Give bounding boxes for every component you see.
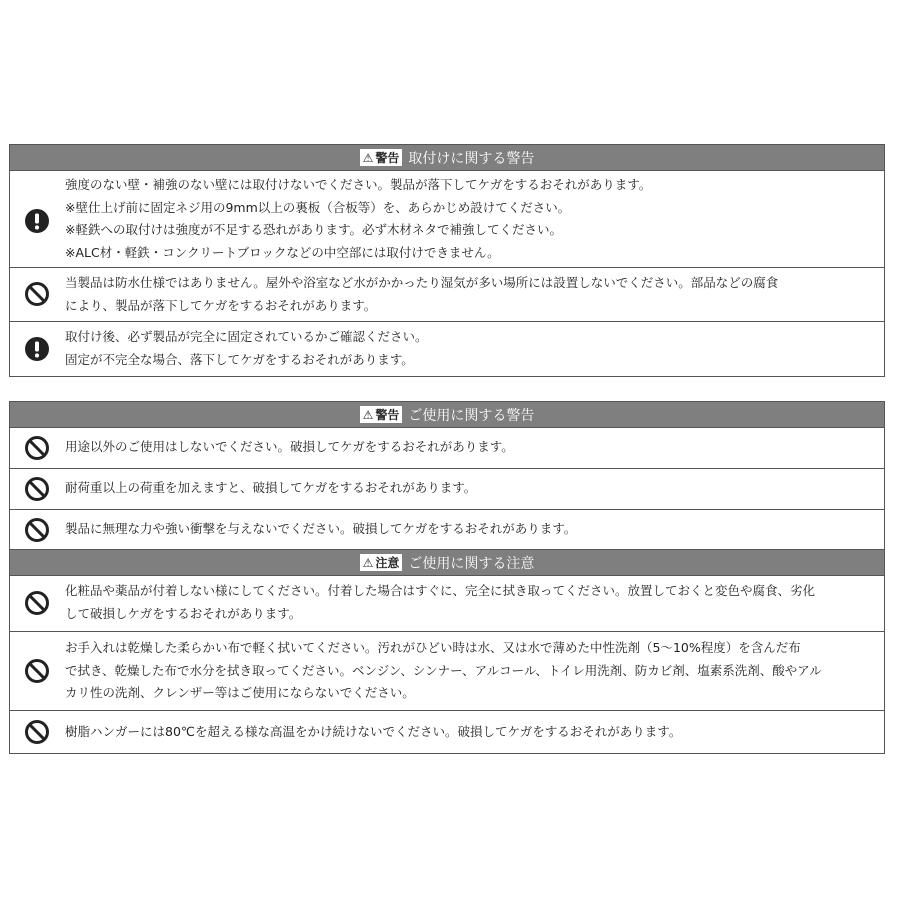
- prohibition-icon: [24, 590, 50, 616]
- list-item: [10, 428, 884, 468]
- list-item: [10, 509, 884, 549]
- list-item: [10, 468, 884, 509]
- caution-badge: [360, 554, 403, 571]
- prohibition-icon: [24, 658, 50, 684]
- prohibition-icon: [24, 281, 50, 307]
- section-usage-warning: [9, 401, 885, 754]
- warning-triangle-icon: ⚠: [362, 555, 374, 570]
- warning-triangle-icon: ⚠: [362, 407, 374, 422]
- badge-label: 警告: [375, 408, 400, 422]
- section-title: ご使用に関する警告: [408, 407, 535, 424]
- text-line: 固定が不完全な場合、落下してケガをするおそれがあります。: [65, 351, 414, 367]
- text-line: 化粧品や薬品が付着しない様にしてください。付着した場合はすぐに、完全に拭き取ってください。放置しておくと変色や腐食、劣化: [65, 583, 816, 598]
- section-title: 取付けに関する警告: [408, 150, 535, 167]
- exclamation-icon: [24, 208, 50, 234]
- text-line: 当製品は防水仕様ではありません。屋外や浴室など水がかかったり湿気が多い場所には設置しないでください。部品などの腐食: [65, 275, 779, 290]
- prohibition-icon: [24, 719, 50, 745]
- list-item: [10, 631, 884, 710]
- prohibition-icon: [24, 435, 50, 461]
- prohibition-icon: [24, 517, 50, 543]
- prohibition-icon: [24, 476, 50, 502]
- section-header: [10, 145, 884, 171]
- warning-badge: [360, 406, 403, 423]
- exclamation-icon: [24, 336, 50, 362]
- text-line: お手入れは乾燥した柔らかい布で軽く拭いてください。汚れがひどい時は水、又は水で薄めた中性洗剤（5〜10%程度）を含んだ布: [65, 640, 801, 655]
- list-item: [10, 710, 884, 753]
- section-header: [10, 402, 884, 428]
- list-item: [10, 171, 884, 267]
- text-line: 耐荷重以上の荷重を加えますと、破損してケガをするおそれがあります。: [65, 480, 477, 495]
- badge-label: 警告: [375, 151, 400, 165]
- badge-label: 注意: [375, 556, 400, 570]
- warning-triangle-icon: ⚠: [362, 150, 374, 165]
- section-install-warning: [9, 144, 885, 377]
- text-line: により、製品が落下してケガをするおそれがあります。: [65, 297, 377, 313]
- list-item: [10, 576, 884, 631]
- list-item: [10, 267, 884, 321]
- warning-badge: [360, 149, 403, 166]
- text-line: 強度のない壁・補強のない壁には取付けないでください。製品が落下してケガをするおそれがあります。: [65, 177, 652, 192]
- text-line: ※壁仕上げ前に固定ネジ用の9mm以上の裏板（合板等）を、あらかじめ設けてください。: [65, 199, 571, 215]
- text-line: 取付け後、必ず製品が完全に固定されているかご確認ください。: [65, 329, 428, 344]
- section-header: [10, 549, 884, 576]
- text-line: カリ性の洗剤、クレンザー等はご使用にならないでください。: [65, 685, 415, 700]
- text-line: ※ALC材・軽鉄・コンクリートブロックなどの中空部には取付けできません。: [65, 244, 500, 260]
- list-item: [10, 321, 884, 376]
- text-line: ※軽鉄への取付けは強度が不足する恐れがあります。必ず木材ネタで補強してください。: [65, 222, 562, 237]
- section-title: ご使用に関する注意: [408, 555, 535, 572]
- text-line: して破損しケガをするおそれがあります。: [65, 605, 302, 621]
- text-line: で拭き、乾燥した布で水分を拭き取ってください。ベンジン、シンナー、アルコール、トイレ用洗剤、防カビ剤、塩素系洗剤、酸やアル: [65, 662, 822, 678]
- text-line: 樹脂ハンガーには80℃を超える様な高温をかけ続けないでください。破損してケガをするおそれがあります。: [65, 724, 682, 739]
- text-line: 製品に無理な力や強い衝撃を与えないでください。破損してケガをするおそれがあります。: [65, 521, 577, 536]
- text-line: 用途以外のご使用はしないでください。破損してケガをするおそれがあります。: [65, 439, 514, 454]
